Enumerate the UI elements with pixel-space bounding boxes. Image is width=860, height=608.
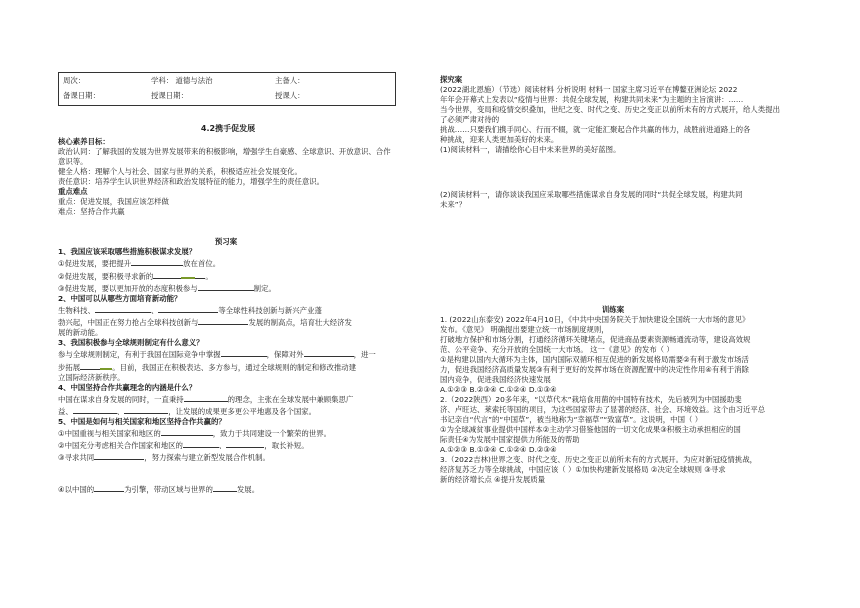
blank[interactable] [184,393,228,402]
preview-q4: 4、中国坚持合作共赢理念的内涵是什么？ [58,382,197,392]
preview-q3: 3、我国积极参与全球规则制定有什么意义？ [58,337,204,347]
preview-title: 预习案 [214,237,238,246]
explore-q2-line: 未来”？ [440,199,467,209]
training-q1-line: 发布。《意见》 明确提出要建立统一市场制度规则， [440,324,609,334]
training-q3-line: 3.（2022吉林)世界之变、时代之变、历史之变正以前所未有的方式展开。为应对新冠疫情挑战， [440,454,757,464]
training-title: 训练案 [601,305,625,314]
core-item: 责任意识：培养学生认识世界经济和政治发展特征的能力，增强学生的责任意识。 [58,176,325,186]
blank[interactable] [226,439,264,448]
blank[interactable] [94,483,124,492]
core-heading: 核心素养目标： [58,137,110,146]
explore-q2-line: (2)阅读材料一，请你谈谈我国应采取哪些措施谋求自身发展的同时“共促全球发展，构建共同 [440,190,743,199]
blank[interactable] [95,304,151,313]
preview-q5-a: ①中国重视与相关国家和地区的 ，致力于共同建设一个繁荣的世界。 [58,428,331,438]
explore-text: 挑战……只要我们携手同心、行而不辍，就一定能汇聚起合作共赢的伟力，战胜前进道路上的各 [440,124,751,134]
preview-q3-b: 步拓展 。目前，我国正在积极表达、多方参与，通过全球规则的制定和修改推动建 [58,360,394,373]
teach-date-label: 授课日期： [151,91,188,100]
preview-section [58,237,394,495]
subject-label: 学科： 道德与法治 [151,76,213,85]
key-heading: 重点难点 [58,186,88,196]
training-q2-line: ①为全球减贫事业提供中国样本②主动学习借鉴他国的一切文化成果③积极主动承担相应的国 [440,424,741,434]
preview-q1: 1、我国应该采取哪些措施积极谋求发展？ [58,246,197,256]
preview-q5-c: ③寻求共同 ，努力探索与建立新型发展合作机制。 [58,452,270,462]
preview-q2: 2、中国可以从哪些方面培育新动能？ [58,293,182,303]
explore-q1: (1)阅读材料一，请描绘你心目中未来世界的美好蓝图。 [440,144,621,154]
blank[interactable] [198,316,248,325]
preview-q4-b: 益、 、 ，让发展的成果更多更公平地惠及各个国家。 [58,406,317,416]
training-q1-line: 力，促进我国经济高质量发展③有利于更好的发挥市场在资源配置中的决定性作用④有利于消除 [440,364,749,374]
preview-q2-b: 勃兴起，中国正在努力抢占全球科技创新与 发展的制高点，培育壮大经济发 [58,317,352,327]
teacher-label: 授课人： [275,91,305,100]
explore-text: 种挑战，迎来人类更加美好的未来。 [440,134,559,144]
core-item: 健全人格：理解个人与社会、国家与世界的关系，积极适应社会发展变化。 [58,166,302,176]
preview-q3-c: 立国际经济新秩序。 [58,372,125,382]
training-q3-line: 经济复苏乏力等全球挑战，中国应该（ ）①加快构建新发展格局 ②决定全球规则 ③寻求 [440,464,726,474]
explore-section [440,75,786,155]
preview-q1-c: ③促进发展，要以更加开放的态度积极参与 制定。 [58,283,276,293]
explore-text: (2022湖北恩施）（节选）阅读材料 分析说明 材料一 国家主席习近平在博鳌亚洲论坛 2022 [440,84,738,94]
training-q2-line: 2.（2022陕西）20多年来，“以草代木”栽培食用菌的中国特有技术，先后被列为中国援助斐 [440,394,742,404]
key-focus: 重点：促进发展，我国应该怎样做 [58,196,169,206]
week-label: 周次： [63,76,86,85]
blank[interactable] [213,483,237,492]
preview-q5-d: ④以中国的 为引擎，带动区域与世界的 发展。 [58,484,260,494]
explore-q2 [440,190,786,210]
training-section [440,305,786,485]
core-item: 政治认同：了解我国的发展为世界发展带来的积极影响，增强学生自豪感、全球意识、开放意识、合作意识等。 [58,146,391,166]
training-q1-line: 1. (2022山东泰安) 2022年4月10日，《中共中央国务院关于加快建设全国统一大市场的意见》 [440,314,750,324]
blank[interactable] [153,270,181,279]
training-q2-line: 际责任④为发展中国家提供力所能及的帮助 [440,434,580,444]
training-q1-line: 国内竞争，促进我国经济快速发展 [440,374,551,384]
training-q2-line: 书记亲自“代言”的“中国草”，被当地称为“幸福草”“致富草”。这说明，中国（ ） [440,414,703,424]
blank[interactable] [131,257,183,266]
preview-q1-a: ①促进发展，要把提升 放在首位。 [58,258,221,268]
training-q2-options: A.①②③ B.①③④ C.①②④ D.②③④ [440,444,557,454]
training-q3-line: 新的经济增长点 ④提升发展质量 [440,474,546,484]
blank[interactable] [158,304,218,313]
training-q1-options: A.①②③ B.②③④ C.①②④ D.①③④ [440,384,557,394]
training-q1-line: ①是构建以国内大循环为主体，国内国际双循环相互促进的新发展格局需要②有利于激发市场活 [440,354,749,364]
header-row-2 [63,88,391,104]
preview-q2-a: 生物科技、 、 等全球性科技创新与新兴产业蓬 [58,305,322,315]
blank[interactable] [195,270,205,279]
training-q2-line: 济、卢旺达、莱索托等国的项目，为这些国家带去了显著的经济、社会、环境效益。这个由习近平总 [440,404,766,414]
blank[interactable] [181,269,195,279]
blank[interactable] [221,348,267,357]
blank[interactable] [198,282,254,291]
core-goals [58,137,394,217]
key-difficulty: 难点：坚持合作共赢 [58,206,125,216]
preview-q3-a: 参与全球规则制定，有利于我国在国际竞争中掌握 ，保障对外 ，进一 [58,349,376,359]
preview-q1-b: ②促进发展，要积极寻求新的 。 [58,269,394,282]
training-q1-line: 打破地方保护和市场分割，打通经济循环关键堵点，促进商品要素资源畅通流动等，建设高效规 [440,334,751,344]
explore-text: 当今世界，变局和疫情交织叠加，世纪之变、时代之变、历史之变正以前所未有的方式展开，给人类提出了必须严肃对待的 [440,104,780,124]
explore-text: 年年会开幕式上发表以“疫情与世界：共促全球发展，构建共同未来”为主题的主旨演讲：…… [440,94,744,104]
preview-q2-c: 展的新动能。 [58,327,103,337]
prep-date-label: 备课日期： [63,91,100,100]
preparer-label: 主备人： [275,76,305,85]
blank[interactable] [124,405,168,414]
blank[interactable] [100,360,112,370]
header-table [58,72,396,106]
explore-title: 探究案 [440,75,463,84]
training-q1-line: 范、公平竞争、充分开放的全国统一大市场。 这一《意见》的发布（ ） [440,344,674,354]
blank[interactable] [80,361,100,370]
blank[interactable] [94,451,144,460]
blank[interactable] [161,427,213,436]
preview-q5: 5、中国是如何与相关国家和地区坚持合作共赢的？ [58,416,226,426]
lesson-title: 4.2携手促发展 [200,124,256,133]
blank[interactable] [304,348,354,357]
preview-q4-a: 中国在谋求自身发展的同时，一直秉持 的理念，主张在全球发展中兼顾集思广 [58,394,354,404]
header-row-1 [63,73,391,89]
blank[interactable] [183,439,219,448]
preview-q5-b: ②中国充分考虑相关合作国家和地区的 、 ，取长补短。 [58,440,309,450]
blank[interactable] [73,405,117,414]
